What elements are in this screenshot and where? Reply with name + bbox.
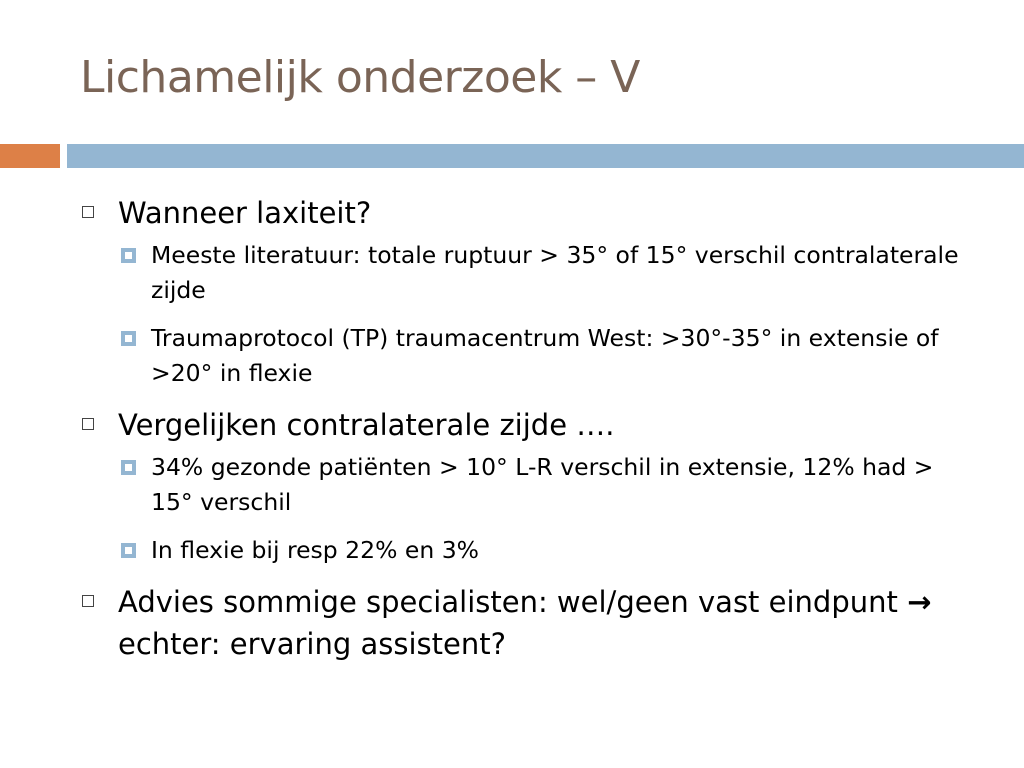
square-bullet-icon [121, 543, 136, 558]
sub-bullet-item [80, 321, 980, 391]
arrow-right-icon: → [907, 585, 932, 619]
accent-bar-orange [0, 144, 60, 168]
sub-bullet-item [80, 450, 980, 520]
square-bullet-icon [121, 248, 136, 263]
slide-content [80, 190, 980, 669]
bullet-text: Wanneer laxiteit? [118, 196, 372, 230]
sub-bullet-text: 34% gezonde patiënten > 10° L-R verschil in extensie, 12% had > 15° verschil [151, 453, 934, 516]
sub-bullet-item [80, 533, 980, 568]
bullet-item [80, 192, 980, 234]
accent-bar-blue [67, 144, 1024, 168]
hollow-square-bullet-icon [82, 418, 94, 430]
square-bullet-icon [121, 460, 136, 475]
sub-bullet-text: Meeste literatuur: totale ruptuur > 35° of 15° verschil contralaterale zijde [151, 241, 959, 304]
bullet-item [80, 404, 980, 446]
hollow-square-bullet-icon [82, 595, 94, 607]
bullet-text: echter: ervaring assistent? [118, 627, 506, 661]
bullet-text: Vergelijken contralaterale zijde …. [118, 408, 615, 442]
bullet-item [80, 581, 980, 665]
square-bullet-icon [121, 331, 136, 346]
sub-bullet-text: In flexie bij resp 22% en 3% [151, 536, 479, 564]
sub-bullet-item [80, 238, 980, 308]
hollow-square-bullet-icon [82, 206, 94, 218]
slide-title: Lichamelijk onderzoek – V [80, 52, 640, 103]
sub-bullet-text: Traumaprotocol (TP) traumacentrum West: >30°-35° in extensie of >20° in flexie [151, 324, 939, 387]
bullet-text: Advies sommige specialisten: wel/geen vast eindpunt [118, 585, 898, 619]
